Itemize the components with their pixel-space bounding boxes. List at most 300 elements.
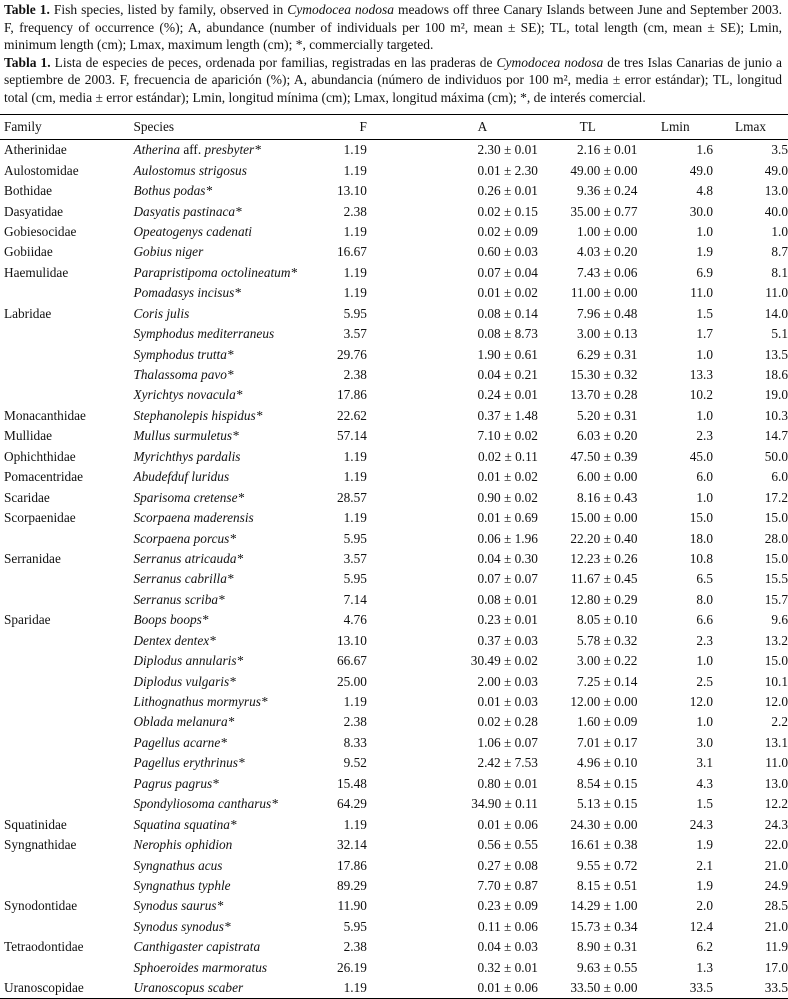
- lmax-cell: 21.0: [764, 918, 788, 934]
- f-cell: 15.48: [337, 775, 367, 791]
- species-cell: Uranoscopus scaber: [133, 978, 329, 999]
- tl-cell: 7.25 ± 0.14: [576, 673, 638, 689]
- table-row: [0, 835, 788, 855]
- table-row: [0, 487, 788, 507]
- table-row: [0, 549, 788, 569]
- header-lmin: Lmin: [637, 115, 713, 140]
- a-cell: 0.23 ± 0.01: [477, 612, 538, 628]
- family-cell: Tetraodontidae: [4, 939, 84, 955]
- lmin-cell: 1.3: [696, 959, 714, 975]
- tl-cell: 11.67 ± 0.45: [570, 571, 638, 587]
- tl-cell: 5.13 ± 0.15: [576, 796, 638, 812]
- lmin-cell: 33.5: [637, 978, 713, 999]
- species-cell: Diplodus annularis*: [133, 653, 244, 669]
- a-cell: 0.23 ± 0.09: [477, 898, 538, 914]
- family-cell: Pomacentridae: [4, 469, 84, 485]
- lmin-cell: 1.0: [696, 223, 714, 239]
- f-cell: 4.76: [343, 612, 367, 628]
- lmin-cell: 6.9: [696, 264, 714, 280]
- f-cell: 2.38: [343, 203, 367, 219]
- a-cell: 0.01 ± 0.06: [477, 816, 538, 832]
- table-row: [0, 324, 788, 344]
- table-row: [0, 406, 788, 426]
- caption-spanish: Tabla 1. Lista de especies de peces, ordenada por familias, registradas en las praderas de Cymodocea nodosa de tres Islas Canarias de junio a septiembre de 2003. F, frecuencia de aparición (%); A, abundancia (número de individuos por 100 m², media ± error estándar); TL, longitud total (cm, media ± error estándar); Lmin, longitud mínima (cm); Lmax, longitud máxima (cm); *, de interés comercial.: [4, 54, 783, 105]
- lmax-cell: 50.0: [764, 448, 788, 464]
- lmax-cell: 24.3: [764, 816, 788, 832]
- species-cell: Parapristipoma octolineatum*: [133, 264, 298, 280]
- lmax-cell: 13.5: [764, 346, 788, 362]
- lmin-cell: 12.0: [689, 694, 714, 710]
- species-cell: Dentex dentex*: [133, 632, 216, 648]
- lmin-cell: 8.0: [696, 591, 714, 607]
- a-cell: 0.02 ± 0.11: [477, 448, 538, 464]
- species-cell: Gobius niger: [133, 244, 204, 260]
- lmax-cell: 28.5: [764, 898, 788, 914]
- f-cell: 2.38: [343, 939, 367, 955]
- family-cell: Scorpaenidae: [4, 510, 76, 526]
- species-cell: Sparisoma cretense*: [133, 489, 245, 505]
- tl-cell: 9.63 ± 0.55: [576, 959, 638, 975]
- caption-label-es: Tabla 1.: [4, 54, 51, 70]
- lmax-cell: 2.2: [771, 714, 788, 730]
- tl-cell: 5.78 ± 0.32: [576, 632, 638, 648]
- header-family: Family: [0, 115, 133, 140]
- species-cell: Bothus podas*: [133, 183, 213, 199]
- f-cell: 28.57: [337, 489, 367, 505]
- species-cell: Scorpaena porcus*: [133, 530, 236, 546]
- family-cell: [0, 569, 133, 589]
- family-cell: [0, 344, 133, 364]
- species-cell: Synodus synodus*: [133, 918, 231, 934]
- species-cell: Pomadasys incisus*: [133, 285, 241, 301]
- species-cell: Symphodus trutta*: [133, 346, 234, 362]
- f-cell: 7.14: [343, 591, 367, 607]
- lmin-cell: 6.0: [696, 469, 714, 485]
- species-cell: Pagellus acarne*: [133, 734, 227, 750]
- lmax-cell: 33.5: [713, 978, 788, 999]
- f-cell: 66.67: [337, 653, 367, 669]
- a-cell: 0.32 ± 0.01: [477, 959, 538, 975]
- a-cell: 0.04 ± 0.30: [477, 550, 538, 566]
- table-body: [0, 140, 788, 999]
- lmin-cell: 4.8: [696, 183, 714, 199]
- lmax-cell: 10.1: [764, 673, 788, 689]
- a-cell: 0.02 ± 0.28: [477, 714, 538, 730]
- table-row: [0, 569, 788, 589]
- a-cell: 0.01 ± 0.69: [477, 510, 538, 526]
- family-cell: Scaridae: [4, 489, 50, 505]
- lmax-cell: 9.6: [771, 612, 788, 628]
- lmin-cell: 3.1: [696, 755, 714, 771]
- a-cell: 0.11 ± 0.06: [477, 918, 538, 934]
- tl-cell: 6.03 ± 0.20: [576, 428, 638, 444]
- table-row: [0, 426, 788, 446]
- a-cell: 0.04 ± 0.21: [477, 367, 538, 383]
- lmax-cell: 15.0: [764, 550, 788, 566]
- lmin-cell: 1.7: [696, 326, 714, 342]
- a-cell: 0.02 ± 0.15: [477, 203, 538, 219]
- tl-cell: 22.20 ± 0.40: [570, 530, 638, 546]
- table-row: [0, 528, 788, 548]
- family-cell: [0, 590, 133, 610]
- lmax-cell: 15.7: [764, 591, 788, 607]
- a-cell: 1.90 ± 0.61: [477, 346, 538, 362]
- tl-cell: 15.30 ± 0.32: [570, 367, 638, 383]
- tl-cell: 7.96 ± 0.48: [576, 305, 638, 321]
- table-row: [0, 651, 788, 671]
- table-row: [0, 814, 788, 834]
- family-cell: [0, 794, 133, 814]
- table-row: [0, 794, 788, 814]
- f-cell: 1.19: [343, 510, 367, 526]
- lmax-cell: 49.0: [764, 162, 788, 178]
- a-cell: 0.04 ± 0.03: [477, 939, 538, 955]
- tl-cell: 13.70 ± 0.28: [570, 387, 638, 403]
- family-cell: [0, 917, 133, 937]
- lmax-cell: 1.0: [771, 223, 788, 239]
- f-cell: 3.57: [343, 326, 367, 342]
- family-cell: [0, 283, 133, 303]
- lmax-cell: 28.0: [764, 530, 788, 546]
- tl-cell: 2.16 ± 0.01: [576, 142, 638, 158]
- family-cell: [0, 712, 133, 732]
- lmax-cell: 15.0: [764, 510, 788, 526]
- header-row: [0, 115, 788, 140]
- a-cell: 0.02 ± 0.09: [477, 223, 538, 239]
- species-cell: Abudefduf luridus: [133, 469, 230, 485]
- lmax-cell: 11.9: [765, 939, 788, 955]
- lmax-cell: 17.0: [764, 959, 788, 975]
- tl-cell: 1.60 ± 0.09: [576, 714, 638, 730]
- species-cell: Atherina aff. presbyter*: [133, 142, 261, 158]
- table-row: [0, 610, 788, 630]
- lmin-cell: 45.0: [689, 448, 714, 464]
- table-row: [0, 160, 788, 180]
- table-row: [0, 896, 788, 916]
- family-cell: Syngnathidae: [4, 837, 77, 853]
- lmax-cell: 6.0: [771, 469, 788, 485]
- lmin-cell: 1.9: [696, 877, 714, 893]
- a-cell: 0.90 ± 0.02: [477, 489, 538, 505]
- table-row: [0, 181, 788, 201]
- table-caption: [4, 1, 782, 107]
- lmin-cell: 6.6: [696, 612, 714, 628]
- table-row: [0, 855, 788, 875]
- lmin-cell: 12.4: [689, 918, 714, 934]
- a-cell: 0.01 ± 2.30: [477, 162, 538, 178]
- lmin-cell: 2.0: [696, 898, 714, 914]
- species-cell: Coris julis: [133, 305, 190, 321]
- table-row: [0, 978, 788, 999]
- tl-cell: 24.30 ± 0.00: [570, 816, 638, 832]
- tl-cell: 8.05 ± 0.10: [576, 612, 638, 628]
- family-cell: Gobiidae: [4, 244, 53, 260]
- lmin-cell: 10.8: [689, 550, 714, 566]
- f-cell: 2.38: [343, 714, 367, 730]
- species-cell: Mullus surmuletus*: [133, 428, 239, 444]
- species-cell: Spondyliosoma cantharus*: [133, 796, 278, 812]
- f-cell: 1.19: [343, 142, 367, 158]
- table-row: [0, 201, 788, 221]
- f-cell: 1.19: [329, 978, 367, 999]
- lmin-cell: 1.5: [696, 305, 714, 321]
- f-cell: 5.95: [343, 571, 367, 587]
- a-cell: 0.60 ± 0.03: [477, 244, 538, 260]
- tl-cell: 8.90 ± 0.31: [576, 939, 638, 955]
- a-cell: 0.01 ± 0.06: [367, 978, 538, 999]
- lmin-cell: 1.6: [696, 142, 714, 158]
- species-cell: Xyrichtys novacula*: [133, 387, 243, 403]
- a-cell: 0.01 ± 0.03: [477, 694, 538, 710]
- family-cell: [0, 774, 133, 794]
- table-row: [0, 958, 788, 978]
- family-cell: Ophichthidae: [4, 448, 76, 464]
- header-tl: TL: [538, 115, 638, 140]
- table-row: [0, 692, 788, 712]
- tl-cell: 9.55 ± 0.72: [576, 857, 638, 873]
- tl-cell: 6.00 ± 0.00: [576, 469, 638, 485]
- f-cell: 25.00: [337, 673, 367, 689]
- f-cell: 29.76: [337, 346, 367, 362]
- lmin-cell: 1.9: [696, 837, 714, 853]
- lmin-cell: 2.3: [696, 428, 714, 444]
- a-cell: 2.42 ± 7.53: [477, 755, 538, 771]
- lmin-cell: 4.3: [696, 775, 714, 791]
- f-cell: 2.38: [343, 367, 367, 383]
- tl-cell: 1.00 ± 0.00: [576, 223, 638, 239]
- a-cell: 0.56 ± 0.55: [477, 837, 538, 853]
- table-row: [0, 917, 788, 937]
- f-cell: 57.14: [337, 428, 367, 444]
- f-cell: 1.19: [343, 223, 367, 239]
- lmin-cell: 1.0: [696, 653, 714, 669]
- species-cell: Aulostomus strigosus: [133, 162, 247, 178]
- f-cell: 1.19: [343, 285, 367, 301]
- species-cell: Syngnathus typhle: [133, 877, 231, 893]
- f-cell: 9.52: [343, 755, 367, 771]
- a-cell: 1.06 ± 0.07: [477, 734, 538, 750]
- lmax-cell: 12.2: [764, 796, 788, 812]
- header-a: A: [367, 115, 538, 140]
- species-cell: Symphodus mediterraneus: [133, 326, 275, 342]
- lmax-cell: 8.7: [771, 244, 788, 260]
- species-cell: Lithognathus mormyrus*: [133, 694, 268, 710]
- tl-cell: 7.43 ± 0.06: [576, 264, 638, 280]
- family-cell: Mullidae: [4, 428, 53, 444]
- lmax-cell: 12.0: [764, 694, 788, 710]
- header-species: Species: [133, 115, 329, 140]
- lmax-cell: 22.0: [764, 837, 788, 853]
- family-cell: [0, 855, 133, 875]
- f-cell: 13.10: [337, 183, 367, 199]
- table-row: [0, 753, 788, 773]
- f-cell: 1.19: [343, 469, 367, 485]
- species-cell: Pagrus pagrus*: [133, 775, 219, 791]
- family-cell: Aulostomidae: [4, 162, 79, 178]
- lmax-cell: 19.0: [764, 387, 788, 403]
- tl-cell: 33.50 ± 0.00: [538, 978, 638, 999]
- table-row: [0, 671, 788, 691]
- tl-cell: 6.29 ± 0.31: [576, 346, 638, 362]
- a-cell: 0.08 ± 0.14: [477, 305, 538, 321]
- a-cell: 0.08 ± 0.01: [477, 591, 538, 607]
- species-cell: Boops boops*: [133, 612, 209, 628]
- lmax-cell: 13.1: [764, 734, 788, 750]
- table-row: [0, 140, 788, 161]
- f-cell: 26.19: [337, 959, 367, 975]
- tl-cell: 3.00 ± 0.22: [576, 653, 638, 669]
- tl-cell: 5.20 ± 0.31: [576, 407, 638, 423]
- species-cell: Canthigaster capistrata: [133, 939, 261, 955]
- tl-cell: 15.73 ± 0.34: [570, 918, 638, 934]
- species-cell: Opeatogenys cadenati: [133, 223, 252, 239]
- family-cell: [0, 385, 133, 405]
- lmin-cell: 1.0: [696, 346, 714, 362]
- lmax-cell: 13.0: [764, 775, 788, 791]
- lmin-cell: 1.0: [696, 714, 714, 730]
- lmin-cell: 49.0: [689, 162, 714, 178]
- f-cell: 13.10: [337, 632, 367, 648]
- lmin-cell: 2.5: [696, 673, 714, 689]
- tl-cell: 12.80 ± 0.29: [570, 591, 638, 607]
- f-cell: 17.86: [337, 857, 367, 873]
- fish-species-table: [0, 114, 788, 999]
- family-cell: Squatinidae: [4, 816, 67, 832]
- table-row: [0, 631, 788, 651]
- lmax-cell: 11.0: [765, 755, 788, 771]
- lmax-cell: 15.0: [764, 653, 788, 669]
- f-cell: 1.19: [343, 264, 367, 280]
- a-cell: 2.30 ± 0.01: [477, 142, 538, 158]
- lmin-cell: 24.3: [689, 816, 714, 832]
- a-cell: 30.49 ± 0.02: [470, 653, 538, 669]
- tl-cell: 12.23 ± 0.26: [570, 550, 638, 566]
- species-cell: Serranus scriba*: [133, 591, 225, 607]
- table-row: [0, 263, 788, 283]
- a-cell: 0.01 ± 0.02: [477, 285, 538, 301]
- lmin-cell: 1.0: [696, 407, 714, 423]
- family-cell: Synodontidae: [4, 898, 78, 914]
- table-row: [0, 222, 788, 242]
- species-cell: Squatina squatina*: [133, 816, 237, 832]
- tl-cell: 35.00 ± 0.77: [570, 203, 638, 219]
- family-cell: [0, 631, 133, 651]
- family-cell: [0, 671, 133, 691]
- family-cell: [0, 958, 133, 978]
- tl-cell: 9.36 ± 0.24: [576, 183, 638, 199]
- species-cell: Serranus cabrilla*: [133, 571, 234, 587]
- species-cell: Synodus saurus*: [133, 898, 224, 914]
- a-cell: 0.80 ± 0.01: [477, 775, 538, 791]
- table-row: [0, 937, 788, 957]
- species-cell: Serranus atricauda*: [133, 550, 244, 566]
- a-cell: 0.26 ± 0.01: [477, 183, 538, 199]
- family-cell: [0, 324, 133, 344]
- family-cell: [0, 876, 133, 896]
- tl-cell: 49.00 ± 0.00: [570, 162, 638, 178]
- lmax-cell: 40.0: [764, 203, 788, 219]
- tl-cell: 12.00 ± 0.00: [570, 694, 638, 710]
- f-cell: 11.90: [337, 898, 367, 914]
- a-cell: 0.08 ± 8.73: [477, 326, 538, 342]
- lmin-cell: 18.0: [689, 530, 714, 546]
- f-cell: 1.19: [343, 816, 367, 832]
- table-row: [0, 365, 788, 385]
- table-row: [0, 508, 788, 528]
- f-cell: 22.62: [337, 407, 367, 423]
- lmin-cell: 13.3: [689, 367, 714, 383]
- species-cell: Pagellus erythrinus*: [133, 755, 245, 771]
- lmax-cell: 13.2: [764, 632, 788, 648]
- tl-cell: 15.00 ± 0.00: [570, 510, 638, 526]
- tl-cell: 7.01 ± 0.17: [576, 734, 638, 750]
- a-cell: 0.27 ± 0.08: [477, 857, 538, 873]
- caption-label: Table 1.: [4, 2, 50, 17]
- lmin-cell: 1.0: [696, 489, 714, 505]
- header-lmax: Lmax: [713, 115, 788, 140]
- a-cell: 2.00 ± 0.03: [477, 673, 538, 689]
- family-cell: [0, 651, 133, 671]
- lmax-cell: 10.3: [764, 407, 788, 423]
- tl-cell: 3.00 ± 0.13: [576, 326, 638, 342]
- f-cell: 1.19: [343, 694, 367, 710]
- lmin-cell: 1.9: [696, 244, 714, 260]
- species-cell: Oblada melanura*: [133, 714, 235, 730]
- table-row: [0, 447, 788, 467]
- species-cell: Nerophis ophidion: [133, 837, 233, 853]
- family-cell: Uranoscopidae: [0, 978, 133, 999]
- f-cell: 1.19: [343, 448, 367, 464]
- table-row: [0, 876, 788, 896]
- lmax-cell: 8.1: [771, 264, 788, 280]
- lmax-cell: 11.0: [765, 285, 788, 301]
- a-cell: 0.37 ± 0.03: [477, 632, 538, 648]
- family-cell: Labridae: [4, 305, 52, 321]
- lmax-cell: 17.2: [764, 489, 788, 505]
- tl-cell: 11.00 ± 0.00: [570, 285, 638, 301]
- a-cell: 0.24 ± 0.01: [477, 387, 538, 403]
- table-row: [0, 242, 788, 262]
- species-cell: Dasyatis pastinaca*: [133, 203, 242, 219]
- tl-cell: 8.54 ± 0.15: [576, 775, 638, 791]
- species-cell: Sphoeroides marmoratus: [133, 959, 268, 975]
- tl-cell: 8.16 ± 0.43: [576, 489, 638, 505]
- lmin-cell: 6.2: [696, 939, 714, 955]
- lmin-cell: 30.0: [689, 203, 714, 219]
- lmin-cell: 3.0: [696, 734, 714, 750]
- a-cell: 0.01 ± 0.02: [477, 469, 538, 485]
- species-cell: Diplodus vulgaris*: [133, 673, 236, 689]
- family-cell: Monacanthidae: [4, 407, 86, 423]
- f-cell: 32.14: [337, 837, 367, 853]
- family-cell: [0, 365, 133, 385]
- species-cell: Scorpaena maderensis: [133, 510, 254, 526]
- lmax-cell: 18.6: [764, 367, 788, 383]
- tl-cell: 16.61 ± 0.38: [570, 837, 638, 853]
- lmax-cell: 3.5: [771, 142, 788, 158]
- f-cell: 5.95: [343, 918, 367, 934]
- lmax-cell: 5.1: [771, 326, 788, 342]
- f-cell: 1.19: [343, 162, 367, 178]
- lmax-cell: 14.0: [764, 305, 788, 321]
- lmin-cell: 11.0: [690, 285, 714, 301]
- lmax-cell: 24.9: [764, 877, 788, 893]
- family-cell: Sparidae: [4, 612, 51, 628]
- lmin-cell: 6.5: [696, 571, 714, 587]
- lmax-cell: 13.0: [764, 183, 788, 199]
- species-cell: Myrichthys pardalis: [133, 448, 241, 464]
- caption-english: Table 1. Fish species, listed by family, observed in Cymodocea nodosa meadows off three Canary Islands between June and September 2003. F, frequency of occurrence (%); A, abundance (number of individuals per 100 m², mean ± SE); TL, total length (cm, mean ± SE); Lmin, minimum length (cm); Lmax, maximum length (cm); *, commercially targeted.: [4, 2, 782, 53]
